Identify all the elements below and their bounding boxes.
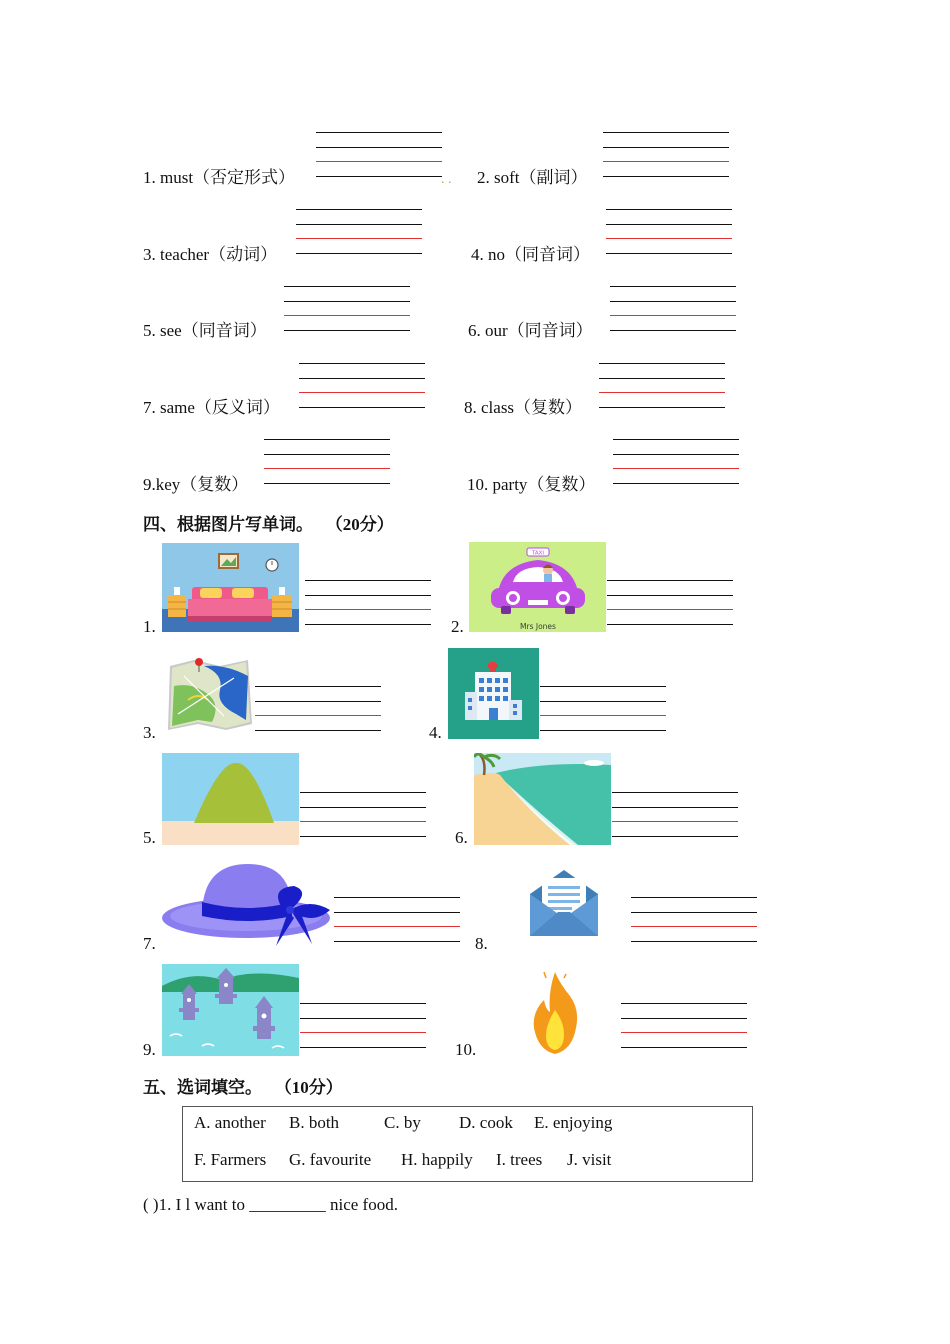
section5-title: 五、选词填空。 [143,1078,262,1097]
item-4-prompt: 4. no（同音词） [471,245,590,264]
picture-answer-lines-4[interactable] [540,686,666,734]
item-8-prompt: 8. class（复数） [464,398,583,417]
answer-lines-7[interactable] [299,363,425,411]
answer-lines-9[interactable] [264,439,390,487]
car-picture [469,542,606,632]
hat-picture [162,860,332,949]
answer-lines-3[interactable] [296,209,422,257]
word-bank-box [182,1106,753,1182]
picture-answer-lines-6[interactable] [612,792,738,840]
hospital-picture [448,648,539,739]
item-10-prompt: 10. party（复数） [467,475,596,494]
item-3-prompt: 3. teacher（动词） [143,245,278,264]
item-5-prompt: 5. see（同音词） [143,321,267,340]
word-option-g: G. favourite [289,1150,372,1169]
answer-lines-4[interactable] [606,209,732,257]
picture-answer-lines-5[interactable] [300,792,426,840]
picture-item-3-number: 3. [143,723,156,742]
section4-heading [143,510,394,535]
section4-score: （20分） [325,515,394,534]
item-9-prompt: 9.key（复数） [143,475,249,494]
map-picture [164,656,254,734]
answer-lines-6[interactable] [610,286,736,334]
picture-item-9-number: 9. [143,1040,156,1059]
word-option-d: D. cook [459,1113,513,1132]
picture-item-4-number: 4. [429,723,442,742]
picture-item-5-number: 5. [143,828,156,847]
car-caption: Mrs Jones [520,622,556,631]
item-1-prompt: 1. must（否定形式） [143,168,296,187]
section5-score: （10分） [274,1078,343,1097]
word-option-b: B. both [289,1113,340,1132]
answer-lines-2[interactable] [603,132,729,180]
letter-picture [528,868,600,936]
lake-towers-picture [162,964,299,1056]
fire-picture [530,970,580,1056]
item-6-prompt: 6. our（同音词） [468,321,593,340]
picture-item-10-number: 10. [455,1040,477,1059]
section5-heading [143,1073,343,1098]
bedroom-picture [162,543,299,632]
picture-answer-lines-9[interactable] [300,1003,426,1051]
answer-lines-10[interactable] [613,439,739,487]
taxi-sign: TAXI [531,550,545,557]
word-option-h: H. happily [401,1150,473,1169]
word-option-f: F. Farmers [194,1150,267,1169]
stray-mark: . . [441,172,452,187]
word-option-c: C. by [384,1113,421,1132]
word-option-i: I. trees [496,1150,543,1169]
picture-answer-lines-3[interactable] [255,686,381,734]
picture-item-7-number: 7. [143,934,156,953]
picture-answer-lines-2[interactable] [607,580,733,628]
picture-item-8-number: 8. [475,934,488,953]
word-option-j: J. visit [567,1150,612,1169]
answer-lines-8[interactable] [599,363,725,411]
picture-answer-lines-10[interactable] [621,1003,747,1051]
item-7-prompt: 7. same（反义词） [143,398,280,417]
word-option-a: A. another [194,1113,266,1132]
picture-item-6-number: 6. [455,828,468,847]
picture-item-2-number: 2. [451,617,464,636]
section4-title: 四、根据图片写单词。 [143,515,313,534]
picture-answer-lines-8[interactable] [631,897,757,945]
fill-question-1[interactable]: ( )1. I l want to _________ nice food. [143,1195,398,1214]
answer-lines-1[interactable] [316,132,442,180]
beach-picture [474,753,611,845]
picture-item-1-number: 1. [143,617,156,636]
answer-lines-5[interactable] [284,286,410,334]
picture-answer-lines-7[interactable] [334,897,460,945]
word-option-e: E. enjoying [534,1113,613,1132]
picture-answer-lines-1[interactable] [305,580,431,628]
item-2-prompt: 2. soft（副词） [477,168,588,187]
hill-picture [162,753,299,845]
